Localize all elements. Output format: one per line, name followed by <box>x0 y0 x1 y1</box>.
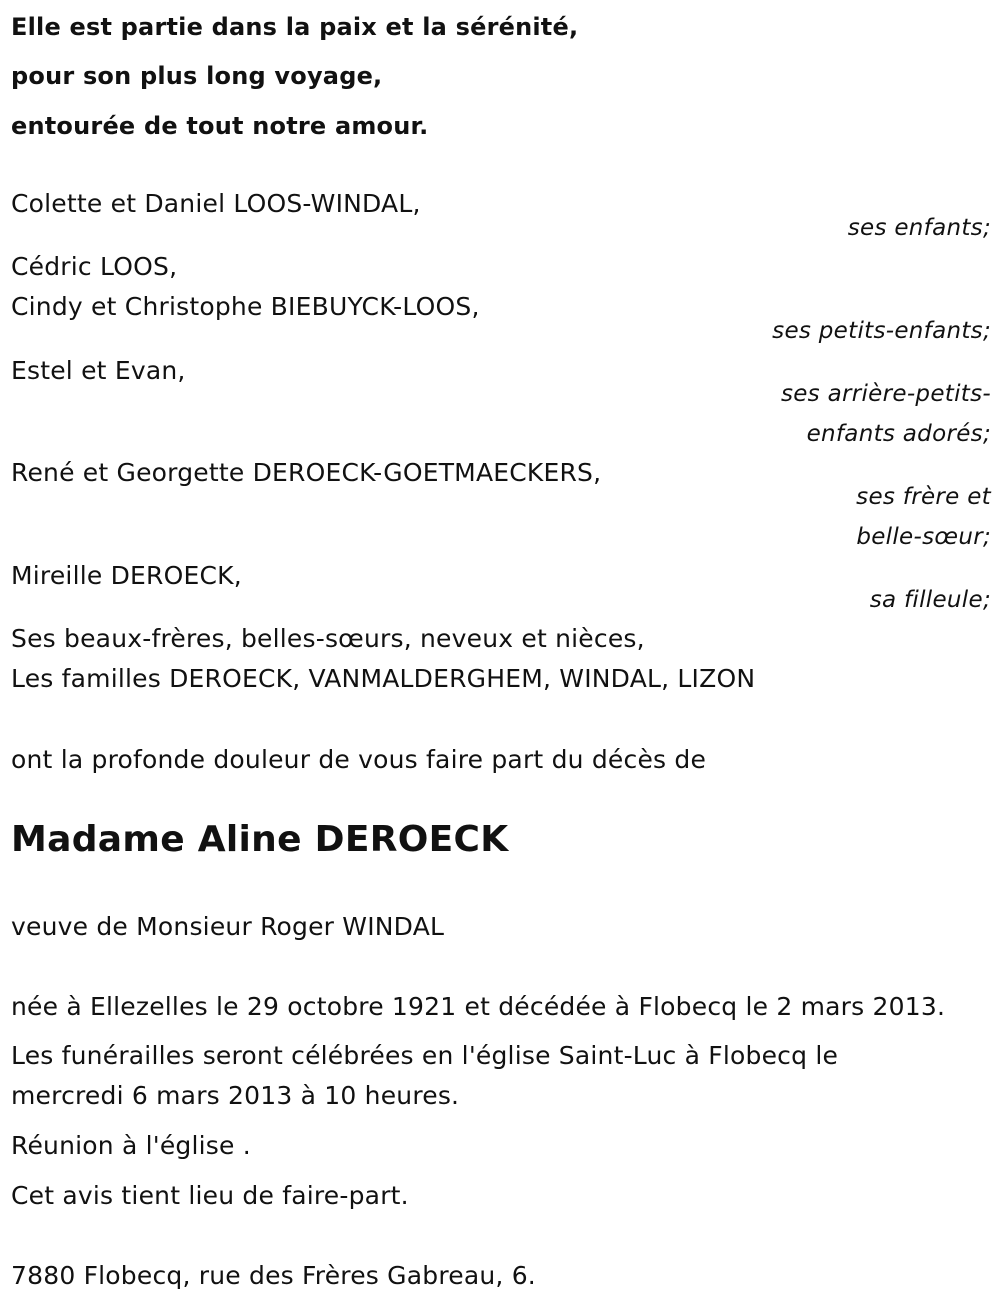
address: 7880 Flobecq, rue des Frères Gabreau, 6. <box>11 1261 536 1290</box>
other-relatives-line-2: Les familles DEROECK, VANMALDERGHEM, WINDAL, LIZON <box>11 664 756 693</box>
greatgrandchildren-names: Estel et Evan, <box>11 356 186 385</box>
notice: Cet avis tient lieu de faire-part. <box>11 1181 409 1210</box>
funeral-line-2: mercredi 6 mars 2013 à 10 heures. <box>11 1081 460 1110</box>
other-relatives-line-1: Ses beaux-frères, belles-sœurs, neveux et nièces, <box>11 624 645 653</box>
siblings-names: René et Georgette DEROECK-GOETMAECKERS, <box>11 458 602 487</box>
announcement: ont la profonde douleur de vous faire part du décès de <box>11 745 707 774</box>
siblings-relation-line-1: ses frère et <box>856 484 991 510</box>
widow-of: veuve de Monsieur Roger WINDAL <box>11 912 445 941</box>
grandchild-name-2: Cindy et Christophe BIEBUYCK-LOOS, <box>11 292 480 321</box>
intro-line-2: pour son plus long voyage, <box>11 62 383 90</box>
funeral-line-1: Les funérailles seront célébrées en l'église Saint-Luc à Flobecq le <box>11 1041 839 1070</box>
grandchild-name-1: Cédric LOOS, <box>11 252 178 281</box>
intro-line-3: entourée de tout notre amour. <box>11 112 429 140</box>
deceased-name: Madame Aline DEROECK <box>11 819 509 860</box>
meeting: Réunion à l'église . <box>11 1131 251 1160</box>
birth-death: née à Ellezelles le 29 octobre 1921 et décédée à Flobecq le 2 mars 2013. <box>11 992 946 1021</box>
greatgrandchildren-relation-line-2: enfants adorés; <box>806 421 991 447</box>
goddaughter-name: Mireille DEROECK, <box>11 561 242 590</box>
greatgrandchildren-relation-line-1: ses arrière-petits- <box>780 381 991 407</box>
children-relation: ses enfants; <box>847 215 991 241</box>
siblings-relation-line-2: belle-sœur; <box>856 524 991 550</box>
intro-line-1: Elle est partie dans la paix et la sérénité, <box>11 13 579 41</box>
grandchildren-relation: ses petits-enfants; <box>772 318 991 344</box>
goddaughter-relation: sa filleule; <box>869 587 991 613</box>
children-names: Colette et Daniel LOOS-WINDAL, <box>11 189 421 218</box>
